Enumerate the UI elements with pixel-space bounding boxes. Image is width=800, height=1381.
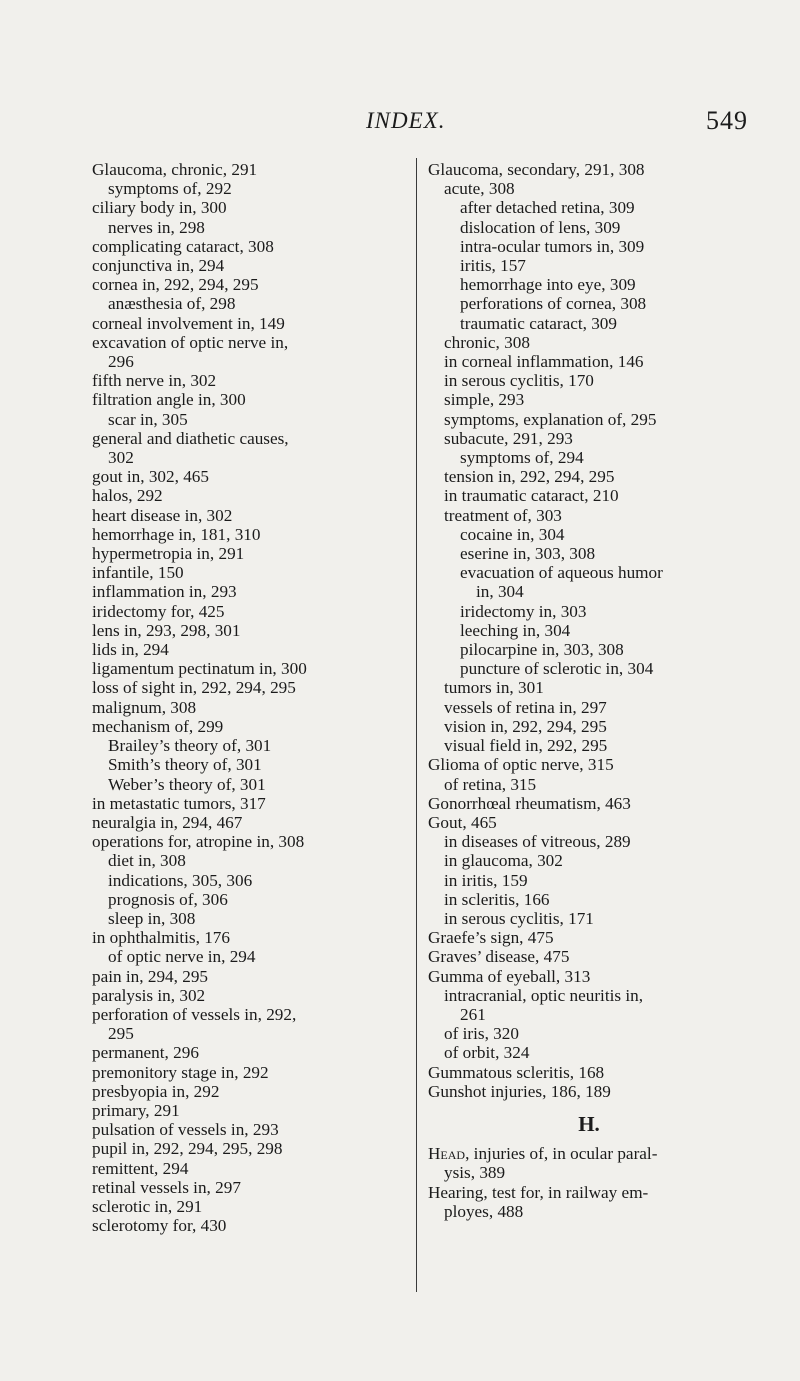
- index-entry: Glaucoma, secondary, 291, 308: [428, 160, 645, 179]
- index-entry: of optic nerve in, 294: [108, 947, 256, 967]
- index-entry: sleep in, 308: [108, 908, 196, 928]
- index-entry: complicating cataract, 308: [92, 236, 274, 256]
- index-entry: symptoms of, 292: [108, 179, 232, 199]
- index-entry: iridectomy in, 303: [460, 601, 587, 621]
- index-entry: pilocarpine in, 303, 308: [460, 640, 624, 660]
- page-header: [0, 108, 800, 138]
- index-entry: cocaine in, 304: [460, 524, 565, 544]
- index-column-right: [428, 160, 750, 1221]
- index-entry: vision in, 292, 294, 295: [444, 716, 607, 736]
- index-entry: presbyopia in, 292: [92, 1081, 220, 1101]
- index-entry: permanent, 296: [92, 1043, 199, 1063]
- index-entry: intra-ocular tumors in, 309: [460, 236, 645, 256]
- index-entry: excavation of optic nerve in,: [92, 332, 289, 352]
- index-entry: evacuation of aqueous humor: [460, 563, 663, 583]
- index-entry: Smith’s theory of, 301: [108, 755, 262, 775]
- index-entry: tension in, 292, 294, 295: [444, 467, 615, 487]
- index-entry: in scleritis, 166: [444, 889, 550, 909]
- index-entry: filtration angle in, 300: [92, 390, 246, 410]
- index-entry: intracranial, optic neuritis in,: [444, 985, 644, 1005]
- index-entry: ciliary body in, 300: [92, 198, 227, 218]
- index-entry: in, 304: [476, 582, 524, 602]
- index-entry: hemorrhage in, 181, 310: [92, 524, 261, 544]
- index-entry: 296: [108, 352, 134, 372]
- index-entry: loss of sight in, 292, 294, 295: [92, 678, 296, 698]
- index-entry: 295: [108, 1024, 134, 1044]
- index-entry: operations for, atropine in, 308: [92, 832, 305, 852]
- index-entry: sclerotomy for, 430: [92, 1216, 227, 1236]
- index-entry: neuralgia in, 294, 467: [92, 812, 243, 832]
- index-entry: retinal vessels in, 297: [92, 1177, 241, 1197]
- headword-smallcaps: Head: [428, 1144, 466, 1164]
- index-entry: Gumma of eyeball, 313: [428, 966, 591, 986]
- index-entry: Graves’ disease, 475: [428, 947, 570, 967]
- index-entry: pulsation of vessels in, 293: [92, 1120, 279, 1140]
- index-entry: iridectomy for, 425: [92, 601, 225, 621]
- index-entry: remittent, 294: [92, 1158, 189, 1178]
- index-entry: Gonorrhœal rheumatism, 463: [428, 793, 631, 813]
- index-entry: Head, injuries of, in ocular paral-: [428, 1144, 658, 1164]
- index-entry: in iritis, 159: [444, 870, 528, 890]
- index-entry: puncture of sclerotic in, 304: [460, 659, 654, 679]
- index-entry: ysis, 389: [444, 1163, 506, 1183]
- index-entry: Glaucoma, chronic, 291: [92, 160, 258, 179]
- index-entry: Hearing, test for, in railway em-: [428, 1182, 649, 1202]
- index-entry: scar in, 305: [108, 409, 188, 429]
- index-entry: leeching in, 304: [460, 620, 571, 640]
- index-entry: Glioma of optic nerve, 315: [428, 755, 614, 775]
- index-entry: indications, 305, 306: [108, 870, 253, 890]
- index-entry: perforation of vessels in, 292,: [92, 1004, 297, 1024]
- index-entry: premonitory stage in, 292: [92, 1062, 269, 1082]
- index-entry: Gummatous scleritis, 168: [428, 1062, 605, 1082]
- index-entry: nerves in, 298: [108, 217, 205, 237]
- index-entry: gout in, 302, 465: [92, 467, 209, 487]
- index-entry: of retina, 315: [444, 774, 537, 794]
- index-entry: anæsthesia of, 298: [108, 294, 236, 314]
- index-entry: of orbit, 324: [444, 1043, 530, 1063]
- index-entry: subacute, 291, 293: [444, 428, 573, 448]
- index-entry: chronic, 308: [444, 332, 530, 352]
- index-entry: halos, 292: [92, 486, 163, 506]
- index-entry: 261: [460, 1004, 486, 1024]
- index-entry: corneal involvement in, 149: [92, 313, 285, 333]
- index-entry: iritis, 157: [460, 256, 526, 276]
- index-entry: prognosis of, 306: [108, 889, 228, 909]
- index-entry: in metastatic tumors, 317: [92, 793, 266, 813]
- index-entry: hemorrhage into eye, 309: [460, 275, 636, 295]
- index-entry: Gunshot injuries, 186, 189: [428, 1081, 611, 1101]
- index-entry: of iris, 320: [444, 1024, 519, 1044]
- index-entry: paralysis in, 302: [92, 985, 206, 1005]
- index-entry: sclerotic in, 291: [92, 1196, 203, 1216]
- column-divider: [416, 158, 417, 1292]
- index-entry: Weber’s theory of, 301: [108, 774, 266, 794]
- index-entry: in corneal inflammation, 146: [444, 352, 644, 372]
- index-entry: Graefe’s sign, 475: [428, 928, 554, 948]
- index-entry: eserine in, 303, 308: [460, 544, 596, 564]
- index-entry: general and diathetic causes,: [92, 428, 289, 448]
- index-entry: primary, 291: [92, 1100, 180, 1120]
- index-entry: malignum, 308: [92, 697, 197, 717]
- index-entry: pain in, 294, 295: [92, 966, 209, 986]
- index-entry: cornea in, 292, 294, 295: [92, 275, 259, 295]
- index-entry: traumatic cataract, 309: [460, 313, 617, 333]
- page-number: 549: [706, 106, 748, 135]
- index-entry: Brailey’s theory of, 301: [108, 736, 272, 756]
- index-entry: fifth nerve in, 302: [92, 371, 217, 391]
- index-entry: mechanism of, 299: [92, 716, 224, 736]
- index-entry: acute, 308: [444, 179, 515, 199]
- index-entry: tumors in, 301: [444, 678, 544, 698]
- index-entry: dislocation of lens, 309: [460, 217, 621, 237]
- index-entry: Gout, 465: [428, 812, 497, 832]
- index-entry: in diseases of vitreous, 289: [444, 832, 631, 852]
- index-entry: after detached retina, 309: [460, 198, 635, 218]
- index-entry: treatment of, 303: [444, 505, 562, 525]
- index-entry: symptoms, explanation of, 295: [444, 409, 657, 429]
- index-entry: in traumatic cataract, 210: [444, 486, 619, 506]
- index-entry: in serous cyclitis, 171: [444, 908, 594, 928]
- index-entry: hypermetropia in, 291: [92, 544, 245, 564]
- index-entry: in ophthalmitis, 176: [92, 928, 230, 948]
- running-title: INDEX.: [366, 108, 446, 133]
- section-letter: H.: [578, 1111, 600, 1136]
- index-entry: vessels of retina in, 297: [444, 697, 607, 717]
- index-entry: pupil in, 292, 294, 295, 298: [92, 1139, 283, 1159]
- index-entry: symptoms of, 294: [460, 448, 584, 468]
- index-entry: ligamentum pectinatum in, 300: [92, 659, 307, 679]
- index-entry: diet in, 308: [108, 851, 186, 871]
- index-entry: heart disease in, 302: [92, 505, 233, 525]
- index-entry: simple, 293: [444, 390, 525, 410]
- index-entry: lids in, 294: [92, 640, 169, 660]
- index-entry: perforations of cornea, 308: [460, 294, 647, 314]
- index-entry: 302: [108, 448, 134, 468]
- index-entry: conjunctiva in, 294: [92, 256, 225, 276]
- index-entry: lens in, 293, 298, 301: [92, 620, 241, 640]
- index-entry: ployes, 488: [444, 1201, 524, 1221]
- index-entry: visual field in, 292, 295: [444, 736, 608, 756]
- index-entry: infantile, 150: [92, 563, 184, 583]
- index-column-left: [92, 160, 414, 1235]
- index-entry: in glaucoma, 302: [444, 851, 563, 871]
- index-entry: inflammation in, 293: [92, 582, 237, 602]
- index-entry: in serous cyclitis, 170: [444, 371, 594, 391]
